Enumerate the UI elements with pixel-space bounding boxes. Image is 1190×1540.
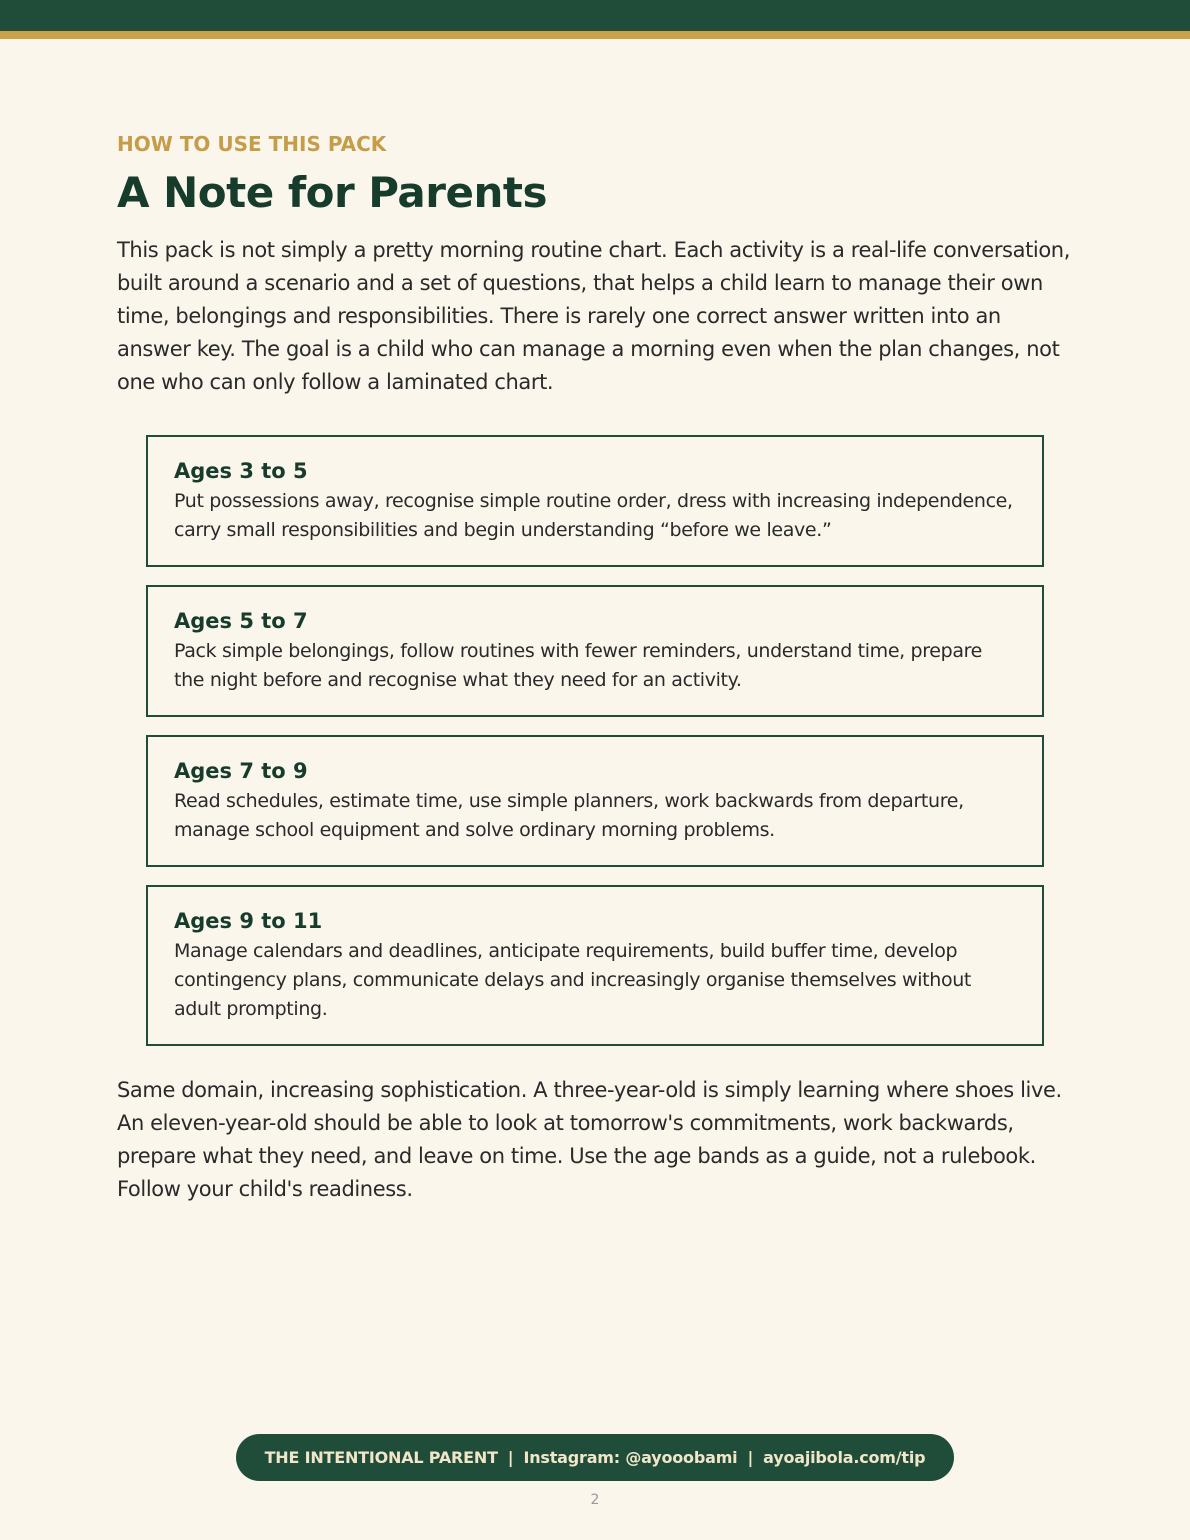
section-eyebrow: HOW TO USE THIS PACK xyxy=(117,132,387,156)
age-band-description: Read schedules, estimate time, use simple planners, work backwards from departure, manage school equipment and solve ordinary morning problems. xyxy=(174,790,964,841)
age-band-title: Ages 3 to 5 xyxy=(174,459,308,483)
age-band-card xyxy=(146,735,1044,867)
page-title: A Note for Parents xyxy=(117,168,547,217)
age-band-card xyxy=(146,435,1044,567)
footer-instagram-link[interactable]: Instagram: @ayooobami xyxy=(523,1448,738,1467)
age-band-description: Pack simple belongings, follow routines with fewer reminders, understand time, prepare the night before and recognise what they need for an activity. xyxy=(174,640,983,691)
age-bands-list xyxy=(146,435,1044,1046)
intro-paragraph: This pack is not simply a pretty morning routine chart. Each activity is a real-life conversation, built around a scenario and a set of questions, that helps a child learn to manage their own time, belongings and responsibilities. There is rarely one correct answer written into an answer key. The goal is a child who can manage a morning even when the plan changes, not one who can only follow a laminated chart. xyxy=(117,238,1070,394)
age-band-title: Ages 9 to 11 xyxy=(174,909,323,933)
footer-brand: THE INTENTIONAL PARENT xyxy=(264,1448,498,1467)
age-band-card xyxy=(146,885,1044,1046)
age-band-description: Manage calendars and deadlines, anticipate requirements, build buffer time, develop contingency plans, communicate delays and increasingly organise themselves without adult prompting. xyxy=(174,940,972,1020)
closing-paragraph: Same domain, increasing sophistication. A three-year-old is simply learning where shoes live. An eleven-year-old should be able to look at tomorrow's commitments, work backwards, prepare what they need, and leave on time. Use the age bands as a guide, not a rulebook. Follow your child's readiness. xyxy=(117,1078,1062,1201)
header-band xyxy=(0,0,1190,31)
page-number: 2 xyxy=(590,1492,600,1508)
age-band-description: Put possessions away, recognise simple routine order, dress with increasing independence, carry small responsibilities and begin understanding “before we leave.” xyxy=(174,490,1013,541)
age-band-card xyxy=(146,585,1044,717)
footer-separator: | xyxy=(507,1448,514,1467)
header-gold-stripe xyxy=(0,31,1190,39)
age-band-title: Ages 5 to 7 xyxy=(174,609,308,633)
footer-separator: | xyxy=(747,1448,754,1467)
footer-website-link[interactable]: ayoajibola.com/tip xyxy=(763,1448,926,1467)
age-band-title: Ages 7 to 9 xyxy=(174,759,308,783)
page-content xyxy=(117,128,1077,1206)
footer-banner xyxy=(236,1434,954,1481)
